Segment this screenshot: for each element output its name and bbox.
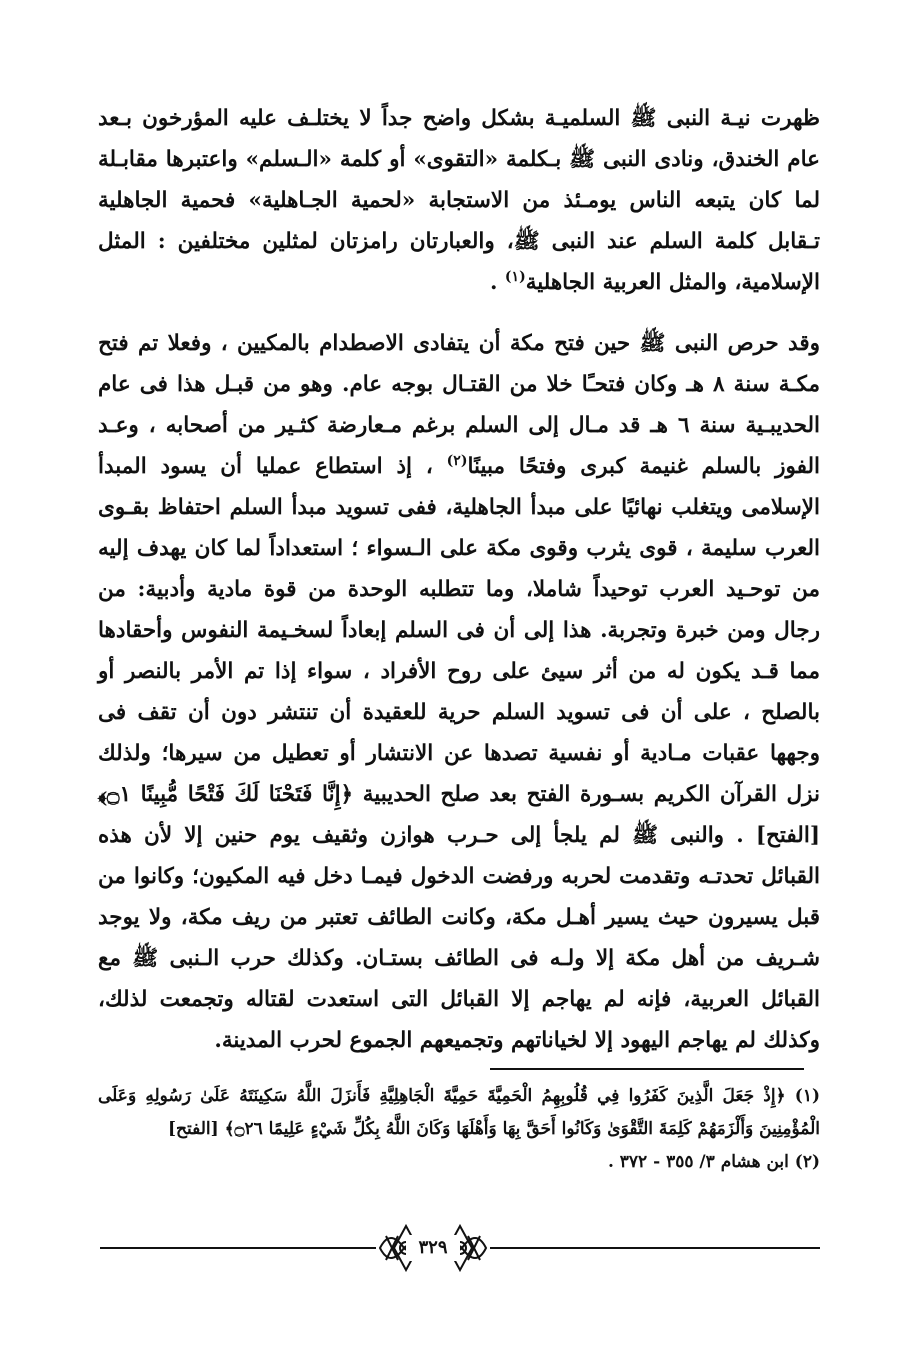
footer-rule-right xyxy=(490,1247,820,1249)
paragraph-2-text: وقد حرص النبى ﷺ حين فتح مكة أن يتفادى الاصطدام بالمكيين ، وفعلا تم فتح مكـة سنة ٨ هـ وكان فتحـًا خلا من القتـال بوجه عام. وهو من قبـل هذا فى عام الحديبـية سنة ٦ هـ قد مـال إلى السلم برغم مـعارضة كثـير من أصحابه ، وعـد الفوز بالسلم غنيمة كبرى وفتحًا مبينًا xyxy=(98,331,820,479)
paragraph-2-continuation: ، إذ استطاع عمليا أن يسود المبدأ الإسلامى ويتغلب نهائيًا على مبدأ الجاهلية، ففى تسويد مبدأ السلم احتفاظ بقـوى العرب سليمة ، قوى يثرب وقوى مكة على الـسواء ؛ استعداداً لما كان يهدف إليه من توحـيد العرب توحيداً شاملا، وما تتطلبه الوحدة من قوة مادية وأدبية: من رجال ومن خبرة وتجربة. هذا إلى أن فى السلم إبعاداً لسخـيمة النفوس وأحقادها مما قـد يكون له من أثر سيئ على روح الأفراد ، سواء إذا تم الأمر بالنصر أو بالصلح ، على أن فى تسويد السلم حرية للعقيدة أن تنتشر دون أن تقف فى وجهها عقبات مـادية أو نفسية تصدها عن الانتشار أو تعطيل من سيرها؛ ولذلك نزل القرآن الكريم بسـورة الفتح بعد صلح الحديبية ﴿إِنَّا فَتَحْنَا لَكَ فَتْحًا مُّبِينًا ۝١﴾ [الفتح] . والنبى ﷺ لم يلجأ إلى حـرب هوازن وثقيف يوم حنين إلا لأن هذه القبائل تحدتـه وتقدمت لحربه ورفضت الدخول فيمـا دخل فيه المكيون؛ وكانوا من قبل يسيرون حيث يسير أهـل مكة، وكانت الطائف تعتبر من ريف مكة، ولا يوجد شـريف من أهل مكة إلا ولـه فى الطائف بستـان. وكذلك حرب الـنبى ﷺ مع القبائل العربية، فإنه لم يهاجم إلا القبائل التى استعدت لقتاله وتجمعت لذلك، وكذلك لم يهاجم اليهود إلا لخياناتهم وتجميعهم الجموع لحرب المدينة. xyxy=(98,454,820,1053)
footnote-separator xyxy=(490,1068,804,1070)
footnote-ref-2: (٢) xyxy=(446,452,468,469)
footnote-1: (١) ﴿إِذْ جَعَلَ الَّذِينَ كَفَرُوا فِي قُلُوبِهِمُ الْحَمِيَّةَ حَمِيَّةَ الْجَاهِلِيَّةِ فَأَنزَلَ اللَّهُ سَكِينَتَهُ عَلَىٰ رَسُولِهِ وَعَلَى الْمُؤْمِنِينَ وَأَلْزَمَهُمْ كَلِمَةَ التَّقْوَىٰ وَكَانُوا أَحَقَّ بِهَا وَأَهْلَهَا وَكَانَ اللَّهُ بِكُلِّ شَيْءٍ عَلِيمًا ۝٢٦﴾ [الفتح] xyxy=(98,1086,820,1139)
paragraph-1-tail: . xyxy=(489,270,505,295)
paragraph-1-text: ظهرت نيـة النبى ﷺ السلميـة بشكل واضح جداً لا يختلـف عليه المؤرخون بـعد عام الخندق، ونادى النبى ﷺ بـكلمة «التقوى» أو كلمة «الـسلم» واعتبرها مقابـلة لما كان يتبعه الناس يومـئذ من الاستجابة «لحمية الجـاهلية» فحمية الجاهلية تـقابل كلمة السلم عند النبى ﷺ، والعبارتان رامزتان لمثلين مختلفين : المثل الإسلامية، والمثل العربية الجاهلية xyxy=(98,106,820,295)
page-number: ٣٢٩ xyxy=(406,1235,460,1261)
footnote-ref-1: (١) xyxy=(504,268,526,285)
footnotes xyxy=(98,1080,820,1179)
main-text xyxy=(98,98,820,1061)
page-footer-ornament xyxy=(100,1218,820,1278)
paragraph-1 xyxy=(98,98,820,303)
footnote-2: (٢) ابن هشام ٣/ ٣٥٥ - ٣٧٢ . xyxy=(607,1152,820,1172)
paragraph-2 xyxy=(98,323,820,1061)
footer-rule-left xyxy=(100,1247,376,1249)
